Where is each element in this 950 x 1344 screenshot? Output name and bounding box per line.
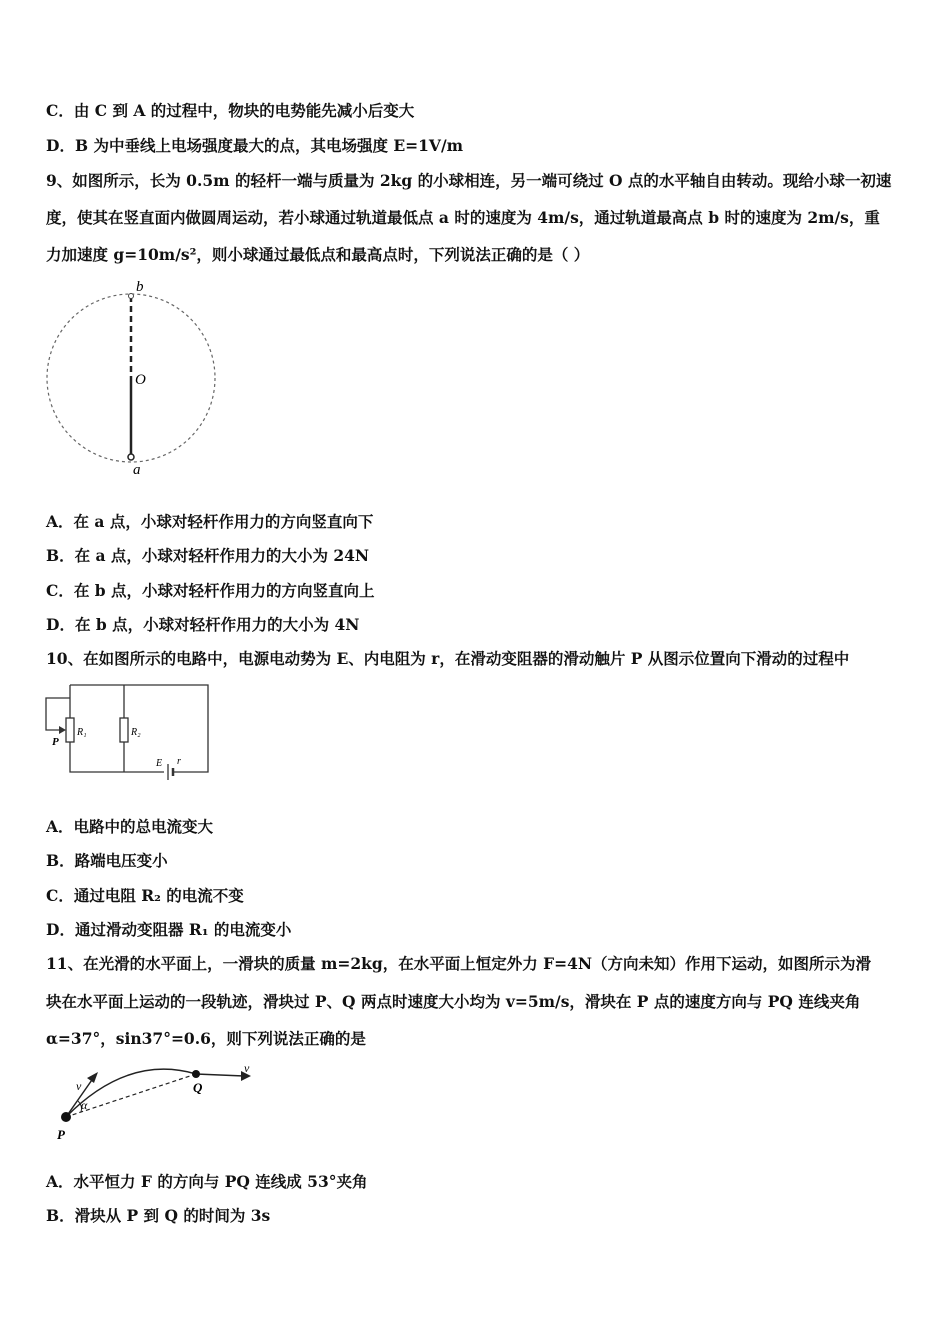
q10-option-b: B．路端电压变小	[46, 851, 168, 870]
q9-stem-line2: 度，使其在竖直面内做圆周运动，若小球通过轨道最低点 a 时的速度为 4m/s，通过轨道最高点 b 时的速度为 2m/s，重	[46, 208, 880, 227]
q10-option-a: A．电路中的总电流变大	[46, 817, 214, 836]
q11-option-a: A．水平恒力 F 的方向与 PQ 连线成 53°夹角	[46, 1172, 368, 1191]
label-e: E	[156, 758, 163, 769]
q11-stem-line3: α=37°，sin37°=0.6，则下列说法正确的是	[46, 1029, 366, 1048]
q10-circuit-figure	[40, 680, 215, 780]
label-r: r	[177, 756, 181, 767]
velocity-q	[196, 1074, 244, 1076]
label-v1: v	[76, 1079, 82, 1093]
q9-option-a: A．在 a 点，小球对轻杆作用力的方向竖直向下	[46, 512, 374, 531]
point-b	[129, 294, 134, 299]
q11-option-b: B．滑块从 P 到 Q 的时间为 3s	[46, 1206, 271, 1225]
q9-option-d: D．在 b 点，小球对轻杆作用力的大小为 4N	[46, 615, 360, 634]
velocity-p-arrow	[87, 1072, 98, 1083]
label-p: P	[57, 1127, 65, 1142]
q9-rod-circle-figure	[44, 278, 224, 478]
q10-option-d: D．通过滑动变阻器 R₁ 的电流变小	[46, 920, 292, 939]
resistor-r2	[120, 718, 128, 742]
q10-stem-line1: 10、在如图所示的电路中，电源电动势为 E、内电阻为 r，在滑动变阻器的滑动触片 P 从图示位置向下滑动的过程中	[46, 649, 850, 668]
label-o: O	[135, 372, 146, 388]
q11-trajectory-figure	[48, 1062, 268, 1147]
q11-stem-line2: 块在水平面上运动的一段轨迹，滑块过 P、Q 两点时速度大小均为 v=5m/s，滑块在 P 点的速度方向与 PQ 连线夹角	[46, 992, 861, 1011]
q9-option-c: C．在 b 点，小球对轻杆作用力的方向竖直向上	[46, 581, 375, 600]
label-alpha: α	[81, 1098, 88, 1112]
label-q: Q	[193, 1080, 203, 1095]
slider-arrow	[59, 726, 66, 734]
label-v2: v	[244, 1062, 250, 1075]
q11-stem-line1: 11、在光滑的水平面上，一滑块的质量 m=2kg，在水平面上恒定外力 F=4N（方向未知）作用下运动，如图所示为滑	[46, 954, 872, 973]
label-a: a	[133, 462, 141, 478]
q10-option-c: C．通过电阻 R₂ 的电流不变	[46, 886, 244, 905]
point-p	[61, 1112, 71, 1122]
q9-stem-line1: 9、如图所示，长为 0.5m 的轻杆一端与质量为 2kg 的小球相连，另一端可绕过 O 点的水平轴自由转动。现给小球一初速	[46, 171, 892, 190]
point-q	[192, 1070, 200, 1078]
q8-option-d: D．B 为中垂线上电场强度最大的点，其电场强度 E=1V/m	[46, 136, 464, 155]
ball-a	[128, 454, 134, 460]
label-r2: R₂	[131, 727, 141, 738]
q9-stem-line3: 力加速度 g=10m/s²，则小球通过最低点和最高点时，下列说法正确的是（ ）	[46, 245, 590, 264]
q8-option-c: C．由 C 到 A 的过程中，物块的电势能先减小后变大	[46, 101, 415, 120]
resistor-r1	[66, 718, 74, 742]
q9-option-b: B．在 a 点，小球对轻杆作用力的大小为 24N	[46, 546, 370, 565]
label-r1: R₁	[77, 727, 87, 738]
label-b: b	[136, 279, 144, 295]
label-p: P	[52, 736, 59, 748]
